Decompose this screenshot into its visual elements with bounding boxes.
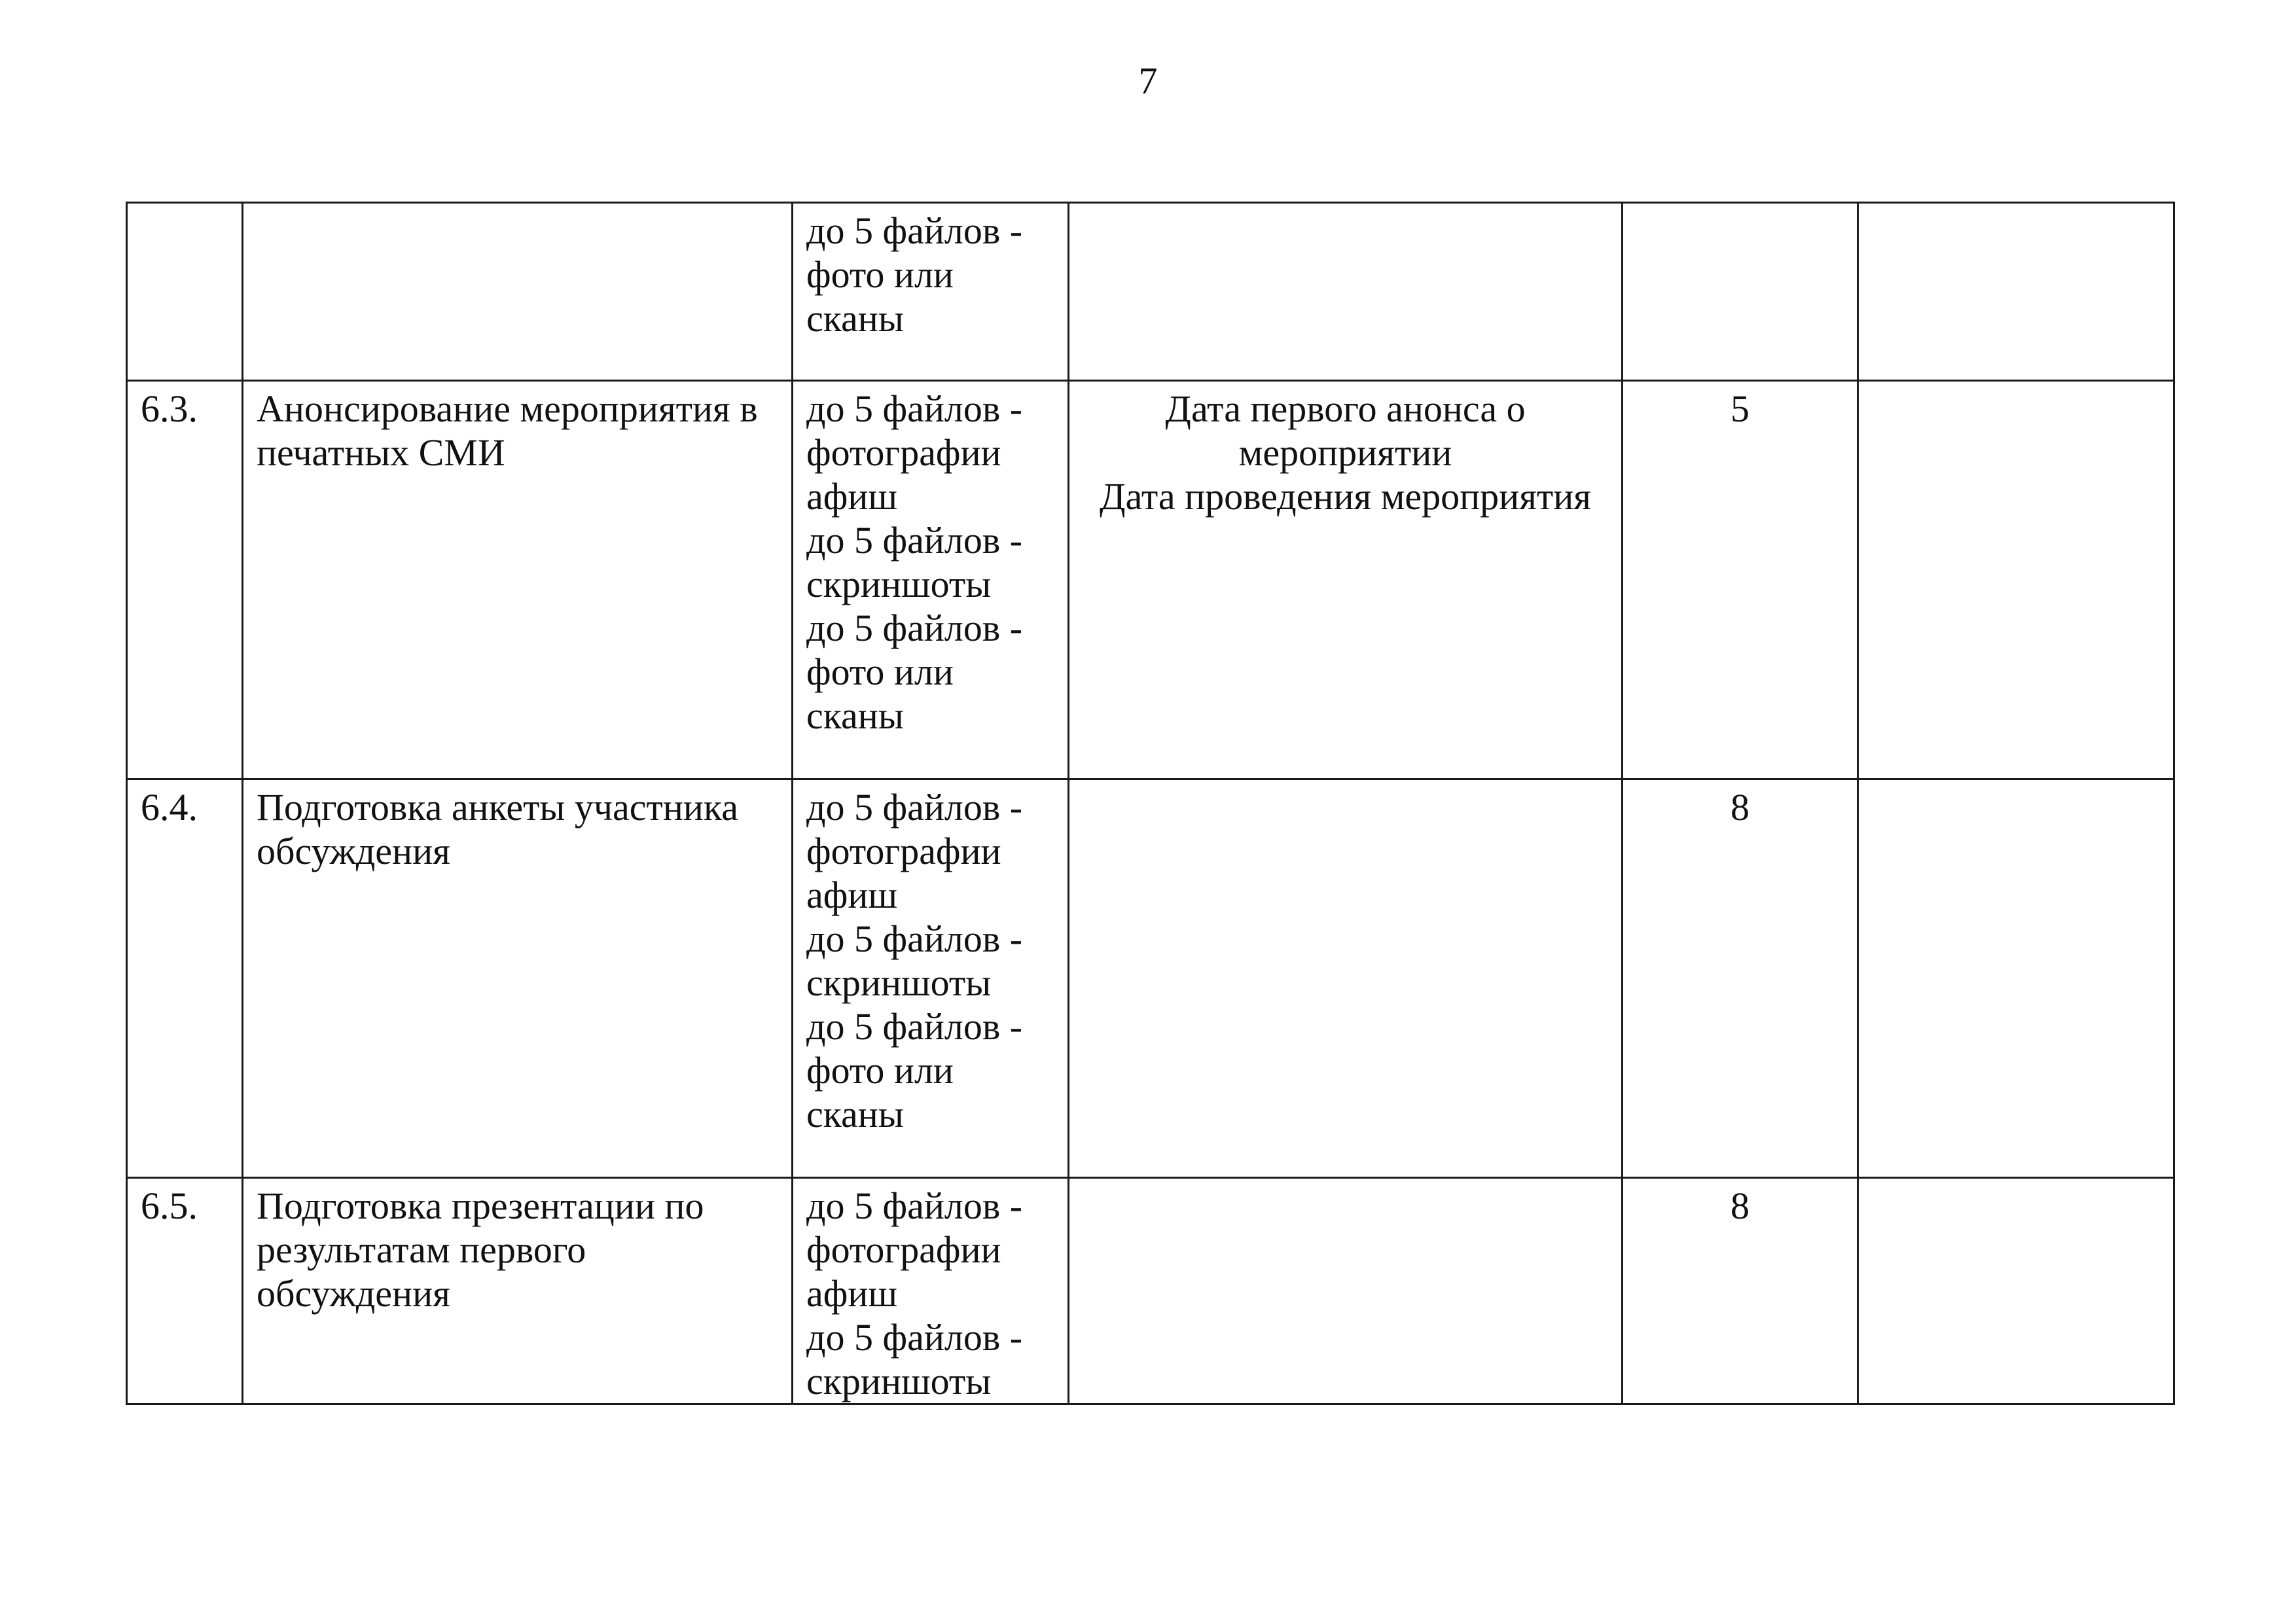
files-line: фотографии: [806, 830, 1001, 872]
cell-files: [793, 203, 1069, 381]
files-line: скриншоты: [806, 961, 992, 1004]
title-line: Подготовка анкеты участника: [257, 786, 739, 829]
page-number: 7: [1138, 60, 1158, 102]
cell-title: [243, 1178, 793, 1404]
cell-number: 6.4.: [127, 779, 243, 1178]
cell-number: 6.5.: [127, 1178, 243, 1404]
cell-files: [793, 1178, 1069, 1404]
title-line: печатных СМИ: [257, 431, 505, 474]
files-line: до 5 файлов -: [806, 519, 1023, 562]
files-line: сканы: [806, 694, 904, 737]
cell-dates: [1069, 779, 1623, 1178]
files-line: до 5 файлов -: [806, 387, 1023, 430]
cell-dates: [1069, 203, 1623, 381]
cell-number: 6.3.: [127, 381, 243, 779]
cell-title: [243, 779, 793, 1178]
title-line: обсуждения: [257, 830, 450, 872]
cell-empty: [1858, 779, 2174, 1178]
files-line: сканы: [806, 297, 904, 340]
table-row: [127, 381, 2174, 779]
cell-files: [793, 779, 1069, 1178]
cell-empty: [1858, 381, 2174, 779]
files-line: скриншоты: [806, 563, 992, 605]
files-line: до 5 файлов -: [806, 918, 1023, 960]
files-line: фотографии: [806, 431, 1001, 474]
cell-files: [793, 381, 1069, 779]
title-line: результатам первого: [257, 1228, 586, 1271]
files-line: афиш: [806, 1272, 898, 1315]
files-line: сканы: [806, 1093, 904, 1135]
cell-empty: [1858, 1178, 2174, 1404]
cell-score: 8: [1623, 779, 1858, 1178]
files-line: фотографии: [806, 1228, 1001, 1271]
files-line: фото или: [806, 1049, 954, 1092]
files-line: до 5 файлов -: [806, 1185, 1023, 1227]
files-line: афиш: [806, 475, 898, 518]
title-line: обсуждения: [257, 1272, 450, 1315]
cell-dates: [1069, 1178, 1623, 1404]
dates-line: Дата первого анонса о: [1165, 387, 1526, 430]
files-line: до 5 файлов -: [806, 607, 1023, 649]
cell-dates: [1069, 381, 1623, 779]
table-row: [127, 1178, 2174, 1404]
table-row: [127, 779, 2174, 1178]
files-line: скриншоты: [806, 1360, 992, 1402]
cell-score: 5: [1623, 381, 1858, 779]
cell-title: [243, 381, 793, 779]
cell-number: [127, 203, 243, 381]
title-line: Подготовка презентации по: [257, 1185, 704, 1227]
cell-score: [1623, 203, 1858, 381]
cell-title: [243, 203, 793, 381]
criteria-table: [126, 202, 2175, 1405]
cell-score: 8: [1623, 1178, 1858, 1404]
dates-line: Дата проведения мероприятия: [1100, 475, 1591, 518]
dates-line: мероприятии: [1238, 431, 1452, 474]
title-line: Анонсирование мероприятия в: [257, 387, 758, 430]
files-line: фото или: [806, 651, 954, 693]
files-line: до 5 файлов -: [806, 209, 1023, 252]
table-row: [127, 203, 2174, 381]
files-line: афиш: [806, 874, 898, 916]
cell-empty: [1858, 203, 2174, 381]
files-line: фото или: [806, 253, 954, 296]
files-line: до 5 файлов -: [806, 786, 1023, 829]
files-line: до 5 файлов -: [806, 1005, 1023, 1048]
files-line: до 5 файлов -: [806, 1316, 1023, 1359]
